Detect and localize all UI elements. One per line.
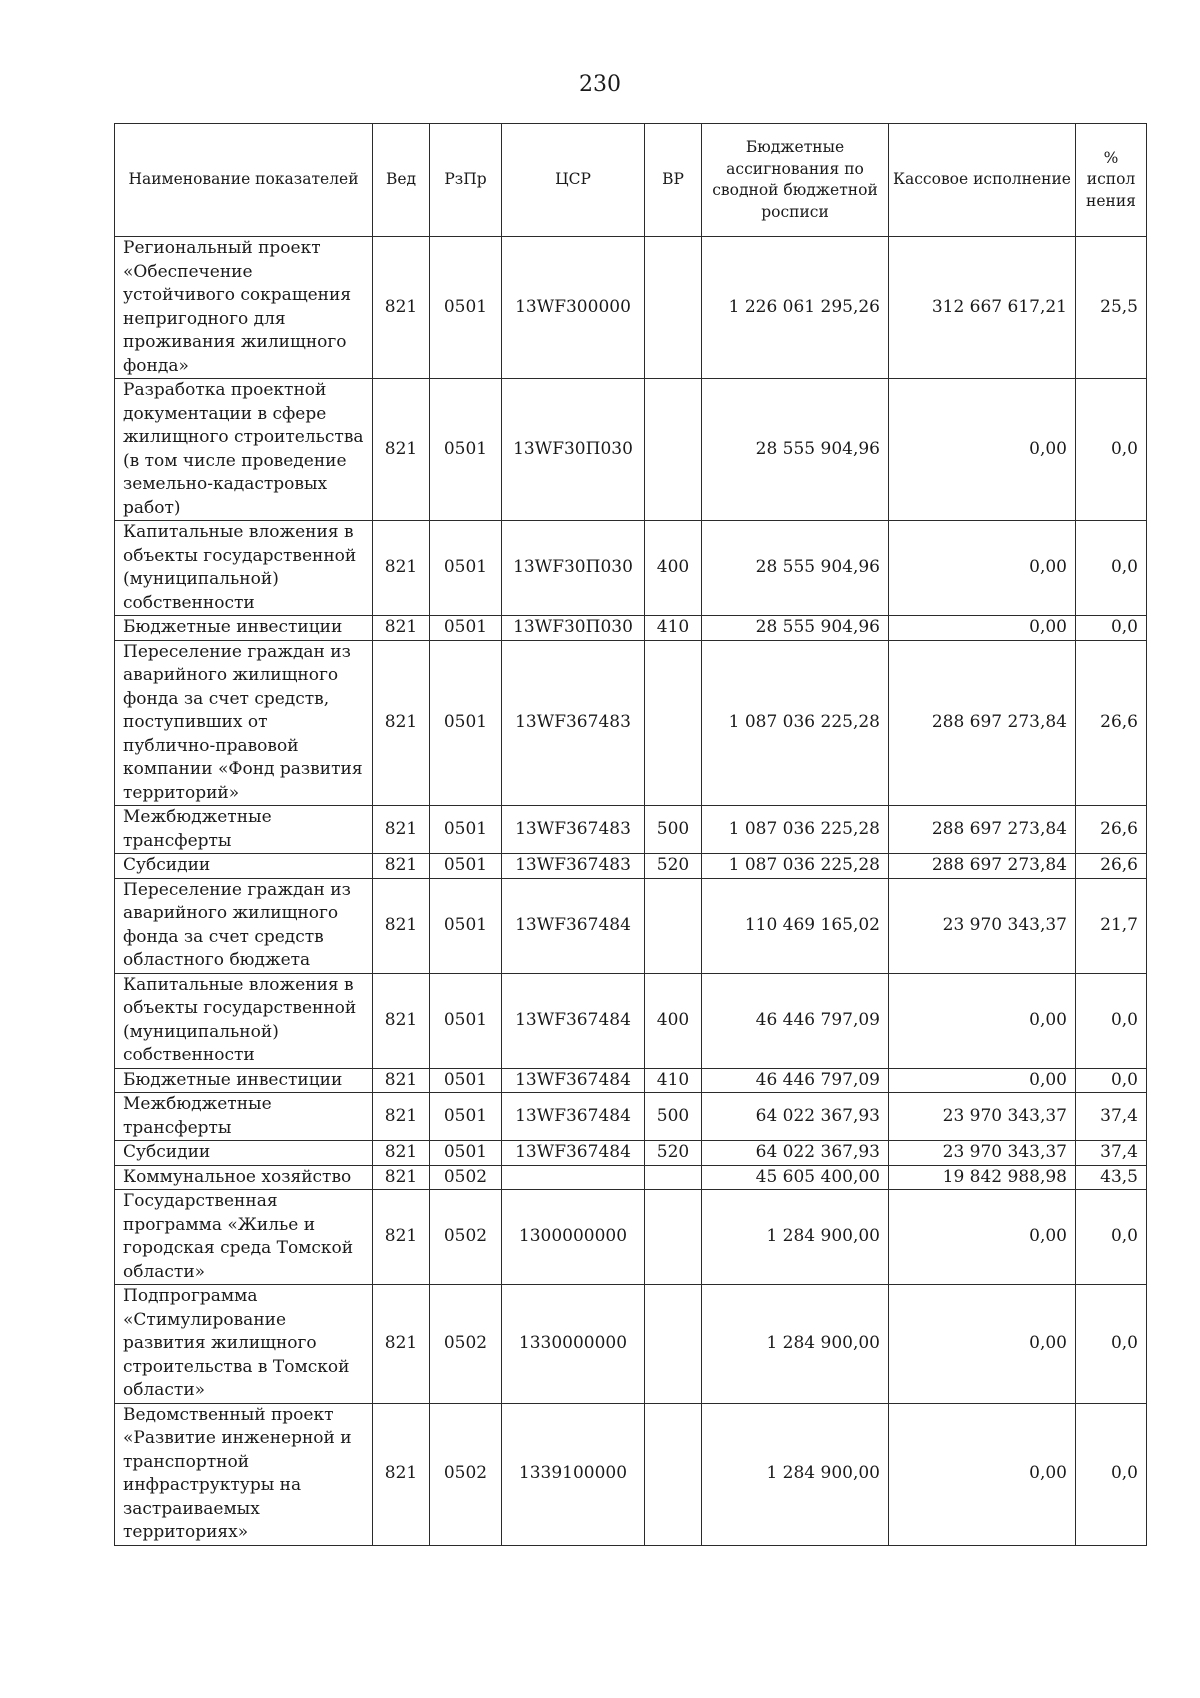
- cell-budget-allocation: 46 446 797,09: [702, 1068, 889, 1093]
- cell-csr: 13WF367484: [502, 973, 645, 1068]
- cell-ved: 821: [373, 640, 430, 806]
- table-row: [115, 1068, 1147, 1093]
- cell-name: Капитальные вложения в объекты государственной (муниципальной) собственности: [115, 521, 373, 616]
- cell-ved: 821: [373, 616, 430, 641]
- cell-execution-percent: 43,5: [1076, 1165, 1147, 1190]
- cell-ved: 821: [373, 521, 430, 616]
- cell-name: Бюджетные инвестиции: [115, 1068, 373, 1093]
- cell-cash-execution: 288 697 273,84: [889, 640, 1076, 806]
- cell-execution-percent: 21,7: [1076, 878, 1147, 973]
- cell-execution-percent: 0,0: [1076, 379, 1147, 521]
- cell-budget-allocation: 1 087 036 225,28: [702, 854, 889, 879]
- cell-ved: 821: [373, 973, 430, 1068]
- cell-rzpr: 0501: [430, 1093, 502, 1141]
- cell-rzpr: 0501: [430, 973, 502, 1068]
- column-header: Наименование показателей: [115, 124, 373, 237]
- cell-vr: [645, 237, 702, 379]
- cell-rzpr: 0502: [430, 1165, 502, 1190]
- cell-ved: 821: [373, 878, 430, 973]
- cell-execution-percent: 0,0: [1076, 1068, 1147, 1093]
- cell-rzpr: 0502: [430, 1403, 502, 1545]
- column-header: Кассовое исполнение: [889, 124, 1076, 237]
- cell-rzpr: 0501: [430, 640, 502, 806]
- cell-name: Субсидии: [115, 854, 373, 879]
- page-number: 230: [579, 72, 621, 97]
- cell-csr: 13WF367484: [502, 1093, 645, 1141]
- column-header: ВР: [645, 124, 702, 237]
- cell-vr: 500: [645, 1093, 702, 1141]
- cell-cash-execution: 0,00: [889, 616, 1076, 641]
- cell-cash-execution: 0,00: [889, 1068, 1076, 1093]
- cell-name: Капитальные вложения в объекты государственной (муниципальной) собственности: [115, 973, 373, 1068]
- table-row: [115, 379, 1147, 521]
- cell-budget-allocation: 28 555 904,96: [702, 616, 889, 641]
- table-row: [115, 854, 1147, 879]
- cell-cash-execution: 0,00: [889, 379, 1076, 521]
- cell-budget-allocation: 1 284 900,00: [702, 1190, 889, 1285]
- cell-rzpr: 0501: [430, 379, 502, 521]
- cell-csr: 1330000000: [502, 1285, 645, 1404]
- cell-budget-allocation: 64 022 367,93: [702, 1141, 889, 1166]
- cell-name: Государственная программа «Жилье и городская среда Томской области»: [115, 1190, 373, 1285]
- cell-vr: [645, 640, 702, 806]
- cell-name: Ведомственный проект «Развитие инженерной и транспортной инфраструктуры на застраиваемых территориях»: [115, 1403, 373, 1545]
- cell-csr: 13WF30П030: [502, 379, 645, 521]
- cell-vr: 400: [645, 973, 702, 1068]
- cell-budget-allocation: 28 555 904,96: [702, 379, 889, 521]
- cell-vr: [645, 1165, 702, 1190]
- cell-ved: 821: [373, 1285, 430, 1404]
- cell-cash-execution: 19 842 988,98: [889, 1165, 1076, 1190]
- cell-rzpr: 0501: [430, 521, 502, 616]
- cell-name: Региональный проект «Обеспечение устойчивого сокращения непригодного для проживания жилищного фонда»: [115, 237, 373, 379]
- cell-ved: 821: [373, 1068, 430, 1093]
- cell-rzpr: 0502: [430, 1190, 502, 1285]
- cell-ved: 821: [373, 806, 430, 854]
- column-header: РзПр: [430, 124, 502, 237]
- cell-cash-execution: 23 970 343,37: [889, 1141, 1076, 1166]
- cell-execution-percent: 0,0: [1076, 521, 1147, 616]
- cell-ved: 821: [373, 854, 430, 879]
- table-row: [115, 1190, 1147, 1285]
- budget-execution-table: [114, 123, 1147, 1546]
- column-header: Бюджетные ассигнования по сводной бюджетной росписи: [702, 124, 889, 237]
- cell-execution-percent: 26,6: [1076, 854, 1147, 879]
- cell-budget-allocation: 1 087 036 225,28: [702, 640, 889, 806]
- cell-cash-execution: 0,00: [889, 973, 1076, 1068]
- cell-budget-allocation: 1 226 061 295,26: [702, 237, 889, 379]
- cell-execution-percent: 25,5: [1076, 237, 1147, 379]
- table-row: [115, 521, 1147, 616]
- cell-cash-execution: 288 697 273,84: [889, 806, 1076, 854]
- cell-execution-percent: 26,6: [1076, 640, 1147, 806]
- cell-vr: [645, 379, 702, 521]
- cell-name: Подпрограмма «Стимулирование развития жилищного строительства в Томской области»: [115, 1285, 373, 1404]
- cell-vr: 400: [645, 521, 702, 616]
- cell-vr: 520: [645, 1141, 702, 1166]
- table-row: [115, 1403, 1147, 1545]
- table-row: [115, 237, 1147, 379]
- cell-budget-allocation: 1 087 036 225,28: [702, 806, 889, 854]
- cell-budget-allocation: 1 284 900,00: [702, 1285, 889, 1404]
- cell-budget-allocation: 46 446 797,09: [702, 973, 889, 1068]
- cell-ved: 821: [373, 1165, 430, 1190]
- cell-ved: 821: [373, 1093, 430, 1141]
- cell-name: Субсидии: [115, 1141, 373, 1166]
- cell-vr: [645, 1403, 702, 1545]
- cell-execution-percent: 37,4: [1076, 1093, 1147, 1141]
- table-header-row: [115, 124, 1147, 237]
- table-row: [115, 806, 1147, 854]
- cell-vr: 410: [645, 616, 702, 641]
- cell-budget-allocation: 64 022 367,93: [702, 1093, 889, 1141]
- cell-budget-allocation: 1 284 900,00: [702, 1403, 889, 1545]
- column-header: Вед: [373, 124, 430, 237]
- cell-execution-percent: 0,0: [1076, 1285, 1147, 1404]
- cell-cash-execution: 0,00: [889, 521, 1076, 616]
- cell-name: Бюджетные инвестиции: [115, 616, 373, 641]
- cell-cash-execution: 0,00: [889, 1285, 1076, 1404]
- cell-rzpr: 0501: [430, 1141, 502, 1166]
- cell-name: Межбюджетные трансферты: [115, 806, 373, 854]
- cell-execution-percent: 0,0: [1076, 973, 1147, 1068]
- table-row: [115, 1093, 1147, 1141]
- cell-csr: 13WF300000: [502, 237, 645, 379]
- cell-csr: 1339100000: [502, 1403, 645, 1545]
- cell-vr: 410: [645, 1068, 702, 1093]
- cell-vr: [645, 1285, 702, 1404]
- cell-vr: 520: [645, 854, 702, 879]
- cell-execution-percent: 0,0: [1076, 1403, 1147, 1545]
- cell-ved: 821: [373, 379, 430, 521]
- cell-csr: [502, 1165, 645, 1190]
- cell-cash-execution: 0,00: [889, 1190, 1076, 1285]
- cell-rzpr: 0501: [430, 616, 502, 641]
- cell-csr: 13WF367483: [502, 806, 645, 854]
- cell-rzpr: 0501: [430, 237, 502, 379]
- cell-budget-allocation: 110 469 165,02: [702, 878, 889, 973]
- cell-vr: [645, 1190, 702, 1285]
- table-row: [115, 1285, 1147, 1404]
- table-row: [115, 1165, 1147, 1190]
- table-row: [115, 616, 1147, 641]
- cell-cash-execution: 288 697 273,84: [889, 854, 1076, 879]
- cell-csr: 13WF367484: [502, 1068, 645, 1093]
- cell-ved: 821: [373, 1141, 430, 1166]
- cell-cash-execution: 0,00: [889, 1403, 1076, 1545]
- cell-csr: 13WF30П030: [502, 616, 645, 641]
- table-row: [115, 973, 1147, 1068]
- cell-execution-percent: 26,6: [1076, 806, 1147, 854]
- cell-csr: 1300000000: [502, 1190, 645, 1285]
- cell-csr: 13WF367483: [502, 640, 645, 806]
- cell-cash-execution: 312 667 617,21: [889, 237, 1076, 379]
- cell-csr: 13WF367483: [502, 854, 645, 879]
- cell-name: Переселение граждан из аварийного жилищного фонда за счет средств, поступивших от публично-правовой компании «Фонд развития территорий»: [115, 640, 373, 806]
- cell-rzpr: 0501: [430, 1068, 502, 1093]
- cell-vr: [645, 878, 702, 973]
- cell-execution-percent: 0,0: [1076, 1190, 1147, 1285]
- cell-name: Разработка проектной документации в сфере жилищного строительства (в том числе проведение земельно-кадастровых работ): [115, 379, 373, 521]
- cell-rzpr: 0501: [430, 806, 502, 854]
- cell-budget-allocation: 28 555 904,96: [702, 521, 889, 616]
- cell-rzpr: 0502: [430, 1285, 502, 1404]
- cell-name: Переселение граждан из аварийного жилищного фонда за счет средств областного бюджета: [115, 878, 373, 973]
- cell-ved: 821: [373, 1190, 430, 1285]
- cell-ved: 821: [373, 1403, 430, 1545]
- cell-csr: 13WF367484: [502, 1141, 645, 1166]
- cell-cash-execution: 23 970 343,37: [889, 878, 1076, 973]
- table-row: [115, 878, 1147, 973]
- cell-execution-percent: 0,0: [1076, 616, 1147, 641]
- cell-rzpr: 0501: [430, 854, 502, 879]
- cell-execution-percent: 37,4: [1076, 1141, 1147, 1166]
- column-header: ЦСР: [502, 124, 645, 237]
- cell-ved: 821: [373, 237, 430, 379]
- cell-name: Коммунальное хозяйство: [115, 1165, 373, 1190]
- table-row: [115, 640, 1147, 806]
- cell-name: Межбюджетные трансферты: [115, 1093, 373, 1141]
- cell-csr: 13WF367484: [502, 878, 645, 973]
- table-row: [115, 1141, 1147, 1166]
- column-header: % испол нения: [1076, 124, 1147, 237]
- cell-cash-execution: 23 970 343,37: [889, 1093, 1076, 1141]
- cell-csr: 13WF30П030: [502, 521, 645, 616]
- cell-vr: 500: [645, 806, 702, 854]
- cell-rzpr: 0501: [430, 878, 502, 973]
- cell-budget-allocation: 45 605 400,00: [702, 1165, 889, 1190]
